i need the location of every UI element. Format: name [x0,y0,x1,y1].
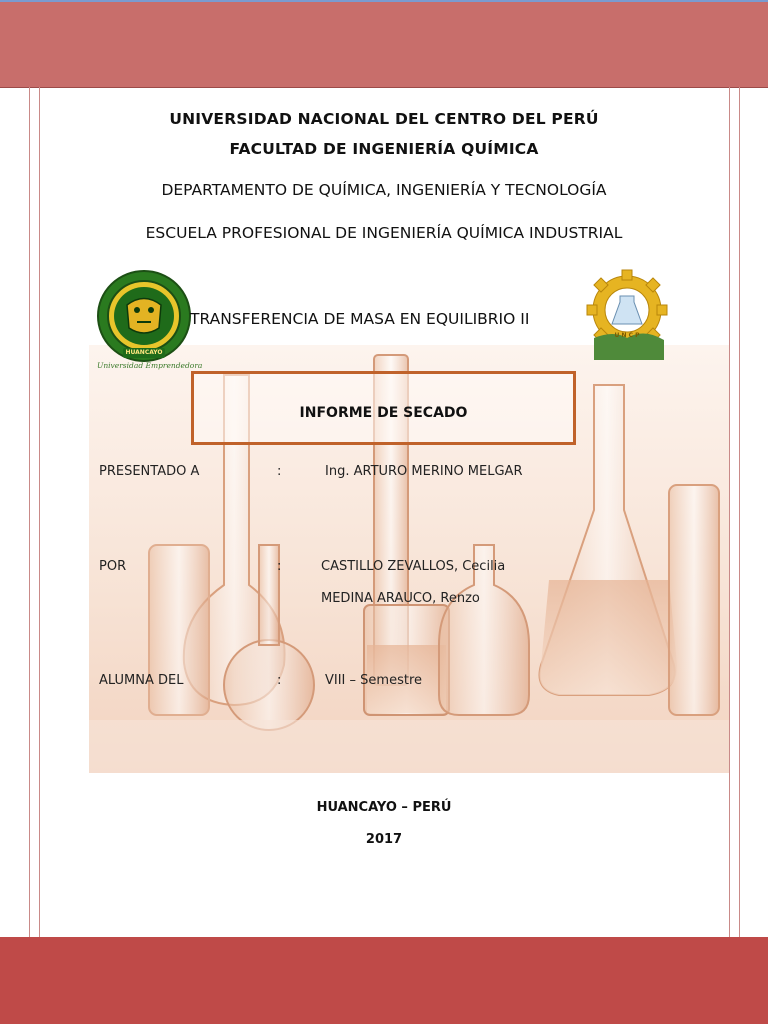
university-tagline: Universidad Emprendedora [97,361,203,370]
university-logo [97,270,203,376]
top-decorative-band [0,0,768,88]
author-name: MEDINA ARAUCO, Renzo [321,591,480,606]
report-title-box [191,371,576,445]
presented-to-label: PRESENTADO A [99,464,200,479]
university-logo-bottom-text: HUANCAYO [125,349,163,356]
report-title: INFORME DE SECADO [299,405,468,421]
bottom-decorative-band [0,937,768,1024]
presented-to-separator: : [277,464,282,479]
by-separator: : [277,559,282,574]
university-name: UNIVERSIDAD NACIONAL DEL CENTRO DEL PERÚ [169,110,599,128]
school-name: ESCUELA PROFESIONAL DE INGENIERÍA QUÍMICA INDUSTRIAL [145,224,623,242]
student-of-value: VIII – Semestre [325,673,422,688]
city: HUANCAYO – PERÚ [316,800,452,815]
presented-to-value: Ing. ARTURO MERINO MELGAR [325,464,523,479]
faculty-name: FACULTAD DE INGENIERÍA QUÍMICA [229,140,539,158]
faculty-logo-bottom-text: U N C P [614,332,640,339]
author-name: CASTILLO ZEVALLOS, Cecilia [321,559,506,574]
course-title: TRANSFERENCIA DE MASA EN EQUILIBRIO II [190,310,530,328]
student-of-label: ALUMNA DEL [99,673,184,688]
faculty-logo [584,268,670,364]
by-label: POR [99,559,127,574]
department-name: DEPARTAMENTO DE QUÍMICA, INGENIERÍA Y TECNOLOGÍA [161,181,607,199]
top-band-edge-line [0,0,768,2]
student-of-separator: : [277,673,282,688]
year: 2017 [365,832,403,847]
